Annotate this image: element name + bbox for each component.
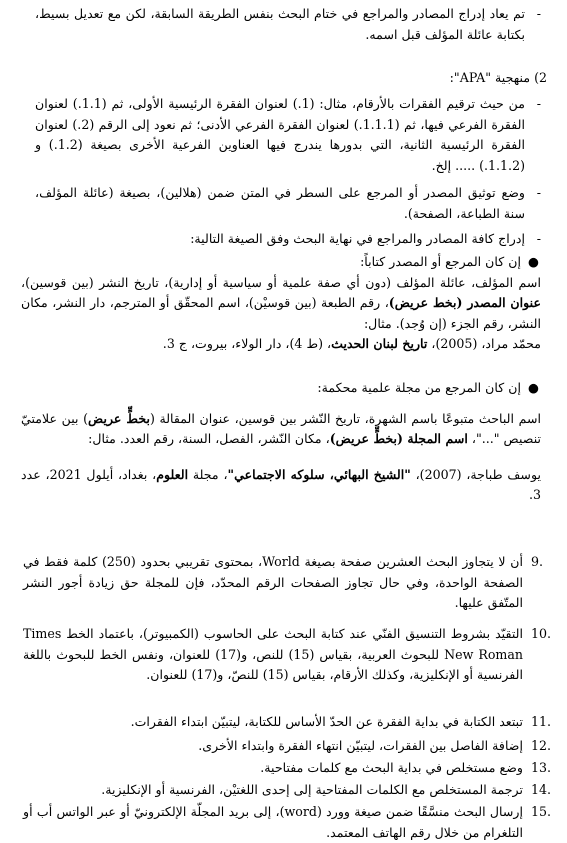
item-text: إضافة الفاصل بين الفقرات، ليتبيّن انتهاء الفقرة وابتداء الأخرى. <box>198 738 523 753</box>
book-format: اسم المؤلف، عائلة المؤلف (دون أي صفة علمية أو سياسية أو إدارية)، تاريخ النشر (بين قوسين)، عنوان المصدر (بخط عريض)، رقم الطبعة (بين قوسيْن)، اسم المحقّق أو المترجم، دار النشر، مكان النشر، رقم الجزء (إن وُجد). مثال: <box>21 274 541 331</box>
item-number: 11. <box>531 714 552 729</box>
numbered-item-9 <box>23 552 544 614</box>
item-number: 14. <box>531 782 552 797</box>
apa-item-text: وضع توثيق المصدر أو المرجع على السطر في المتن ضمن (هلالين)، بصيغة (عائلة المؤلف، سنة الطباعة، الصفحة). <box>35 185 525 221</box>
item-number: 10. <box>531 626 552 641</box>
intro-bullet: - <box>536 6 541 21</box>
numbered-item-10 <box>23 624 552 686</box>
apa-item-3 <box>35 229 541 250</box>
intro-item <box>35 4 541 45</box>
item-number: 9. <box>531 554 544 569</box>
book-section <box>21 252 541 355</box>
book-example: محمّد مراد، (2005)، تاريخ لبنان الحديث، (ط 4)، دار الولاء، بيروت، ج 3. <box>162 336 541 351</box>
item-text: ترجمة المستخلص مع الكلمات المفتاحية إلى إحدى اللغتيْن، الفرنسية أو الإنكليزية. <box>101 782 523 797</box>
apa-heading: 2) منهجية "APA": <box>449 70 547 85</box>
bullet-dot-icon: ● <box>528 380 539 395</box>
book-example-bold: تاريخ لبنان الحديث <box>331 336 428 351</box>
journal-example: يوسف طباجة، (2007)، "الشيخ البهائي، سلوكه الاجتماعي"، مجلة العلوم، بغداد، أيلول 2021، عدد 3. <box>21 466 541 502</box>
apa-item-bullet: - <box>536 96 541 111</box>
numbered-item-12 <box>23 736 552 757</box>
item-number: 15. <box>531 804 552 819</box>
intro-text: تم يعاد إدراج المصادر والمراجع في ختام البحث بنفس الطريقة السابقة، لكن مع تعديل بسيط، بكتابة عائلة المؤلف قبل اسمه. <box>35 6 525 42</box>
item-number: 12. <box>531 738 552 753</box>
apa-item-bullet: - <box>536 231 541 246</box>
item-number: 13. <box>531 760 552 775</box>
numbered-item-11 <box>23 712 552 733</box>
apa-item-text: من حيث ترقيم الفقرات بالأرقام، مثال: (1.) لعنوان الفقرة الرئيسية الأولى، ثم (1.1.) لعنوان الفقرة الفرعي فيها، ثم (1.1.1.) لعنوان الفقرة الفرعي الأدنى؛ ثم نعود إلى الرقم (2.) لعنوان الفقرة الرئيسية الثانية، التي بدورها يندرج فيها العناوين الفرعية الأخرى بصيغة (1.2.) و (1.1.2.) ..... إلخ. <box>35 96 526 173</box>
journal-section <box>21 378 541 506</box>
apa-item-1 <box>35 94 541 176</box>
numbered-item-13 <box>23 758 552 779</box>
journal-format: اسم الباحث متبوعًا باسم الشهرة، تاريخ النّشر بين قوسين، عنوان المقالة (بخطٍّ عريض) بين علامتيّ تنصيص "..."، اسم المجلة (بخطٍّ عريض)، مكان النّشر، الفصل، السنة، رقم العدد. مثال: <box>21 410 542 446</box>
numbered-item-14 <box>23 780 552 801</box>
item-text: إرسال البحث منسَّقًا ضمن صيغة وورد (word)، إلى بريد المجلّة الإلكترونيّ أو عبر الواتس أب أو التلغرام من خلال رقم الهاتف المعتمد. <box>23 804 523 840</box>
item-text: التقيّد بشروط التنسيق الفنّي عند كتابة البحث على الحاسوب (الكمبيوتر)، باعتماد الخط Times New Roman للبحوث العربية، بقياس (15) للنص، و(17) للعنوان، ونفس الخط للبحوث باللغة الفرنسية أو الإنكليزية، وكذلك الأرقام، بقياس (15) للنصّ، و(17) للعنوان. <box>23 626 523 682</box>
item-text: تبتعد الكتابة في بداية الفقرة عن الحدّ الأساس للكتابة، ليتبيّن ابتداء الفقرات. <box>130 714 523 729</box>
journal-label: ● إن كان المرجع من مجلة علمية محكمة: <box>21 378 541 399</box>
book-label: ● إن كان المرجع أو المصدر كتاباً: <box>21 252 541 273</box>
apa-item-2 <box>35 183 541 224</box>
book-format-bold: عنوان المصدر (بخط عريض) <box>388 295 541 310</box>
item-text: أن لا يتجاوز البحث العشرين صفحة بصيغة World، بمحتوى تقريبي بحدود (250) كلمة فقط في الصفحة الواحدة، وفي حال تجاوز الصفحات الرقم المحدّد، فإن للمجلة حق زيادة أجور النشر المتّفق عليها. <box>23 554 523 610</box>
apa-item-text: إدراج كافة المصادر والمراجع في نهاية البحث وفق الصيغة التالية: <box>190 231 525 246</box>
item-text: وضع مستخلص في بداية البحث مع كلمات مفتاحية. <box>260 760 523 775</box>
apa-item-bullet: - <box>536 185 541 200</box>
bullet-dot-icon: ● <box>528 254 539 269</box>
numbered-item-15 <box>23 802 552 843</box>
